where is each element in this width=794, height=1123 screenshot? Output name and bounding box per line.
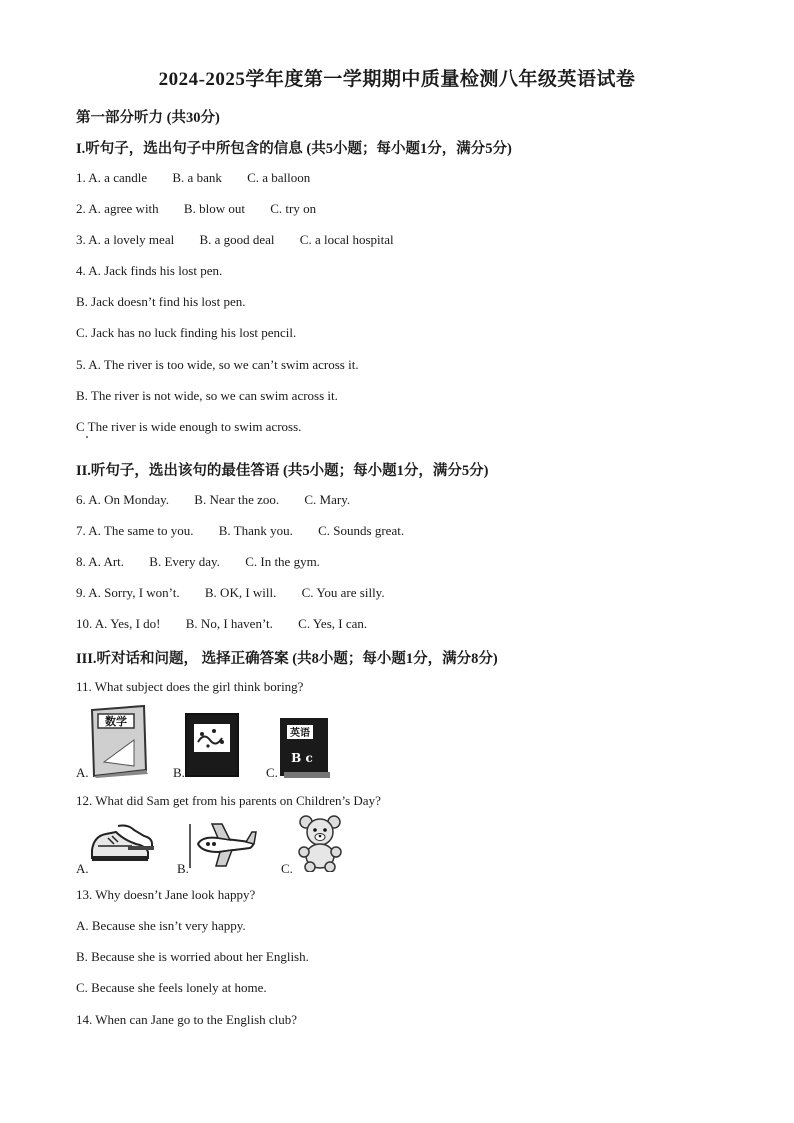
question-14: 14. When can Jane go to the English club?: [76, 1012, 298, 1027]
option-label-a: A.: [76, 765, 89, 780]
question-1: [76, 170, 310, 186]
option-label-c: C.: [281, 861, 293, 876]
option: C. a balloon: [247, 170, 311, 185]
section3-heading: III.听对话和问题， 选择正确答案 (共8小题；每小题1分，满分8分): [76, 651, 498, 667]
question-4-c: C. Jack has no luck finding his lost pencil.: [76, 325, 297, 340]
question-4-a: 4. A. Jack finds his lost pen.: [76, 263, 223, 278]
option: C. Sounds great.: [318, 523, 405, 538]
question-13-c: C. Because she feels lonely at home.: [76, 980, 267, 995]
english-book-label: 英语: [290, 728, 310, 739]
music-book-icon: [184, 712, 242, 778]
option: 1. A. a candle: [76, 170, 148, 185]
question-12: 12. What did Sam get from his parents on Children’s Day?: [76, 793, 381, 808]
toy-plane-icon: [188, 820, 260, 870]
option: 10. A. Yes, I do!: [76, 616, 161, 631]
option: B. Near the zoo.: [194, 492, 280, 507]
question-4-b: B. Jack doesn’t find his lost pen.: [76, 294, 246, 309]
option: C. You are silly.: [301, 585, 385, 600]
option: B. No, I haven’t.: [185, 616, 273, 631]
option: C. In the gym.: [245, 554, 320, 569]
option-label-a: A.: [76, 861, 89, 876]
option: B. blow out: [183, 201, 245, 216]
question-10: [76, 616, 367, 632]
question-6: [76, 492, 350, 508]
question-5-a: 5. A. The river is too wide, so we can’t swim across it.: [76, 357, 359, 372]
question-2: [76, 201, 316, 217]
question-5-b: B. The river is not wide, so we can swim across it.: [76, 388, 338, 403]
option: C. Mary.: [304, 492, 351, 507]
english-book-letters: B c: [291, 751, 313, 765]
section2-heading: II.听句子，选出该句的最佳答语 (共5小题；每小题1分，满分5分): [76, 463, 489, 479]
question-7: [76, 523, 404, 539]
teddy-bear-icon: [296, 814, 344, 872]
page-title: 2024-2025学年度第一学期期中质量检测八年级英语试卷: [158, 69, 636, 90]
option: 2. A. agree with: [76, 201, 159, 216]
option: B. Thank you.: [218, 523, 293, 538]
option: B. OK, I will.: [204, 585, 277, 600]
question-8: [76, 554, 320, 570]
question-13-b: B. Because she is worried about her English.: [76, 949, 309, 964]
option: B. a bank: [172, 170, 222, 185]
sneakers-icon: [88, 820, 156, 866]
option: 6. A. On Monday.: [76, 492, 170, 507]
math-book-label: 数学: [105, 715, 127, 728]
option: 7. A. The same to you.: [76, 523, 194, 538]
question-13: 13. Why doesn’t Jane look happy?: [76, 887, 256, 902]
question-9: [76, 585, 385, 601]
section1-heading: I.听句子，选出句子中所包含的信息 (共5小题；每小题1分，满分5分): [76, 141, 512, 157]
option: B. a good deal: [199, 232, 275, 247]
option: C. Yes, I can.: [298, 616, 368, 631]
question-11: 11. What subject does the girl think boring?: [76, 679, 304, 694]
scan-speck: [86, 436, 88, 438]
english-book-icon: [276, 716, 332, 780]
option: C. try on: [270, 201, 317, 216]
question-3: [76, 232, 394, 248]
option: C. a local hospital: [299, 232, 394, 247]
option: 3. A. a lovely meal: [76, 232, 175, 247]
option: 8. A. Art.: [76, 554, 125, 569]
math-book-icon: [86, 704, 150, 778]
question-13-a: A. Because she isn’t very happy.: [76, 918, 246, 933]
option-label-b: B.: [173, 765, 185, 780]
option-label-b: B.: [177, 861, 189, 876]
option: 9. A. Sorry, I won’t.: [76, 585, 180, 600]
option: B. Every day.: [149, 554, 220, 569]
part-heading: 第一部分听力 (共30分): [76, 110, 220, 126]
option-label-c: C.: [266, 765, 278, 780]
question-5-c: C The river is wide enough to swim across.: [76, 419, 302, 434]
